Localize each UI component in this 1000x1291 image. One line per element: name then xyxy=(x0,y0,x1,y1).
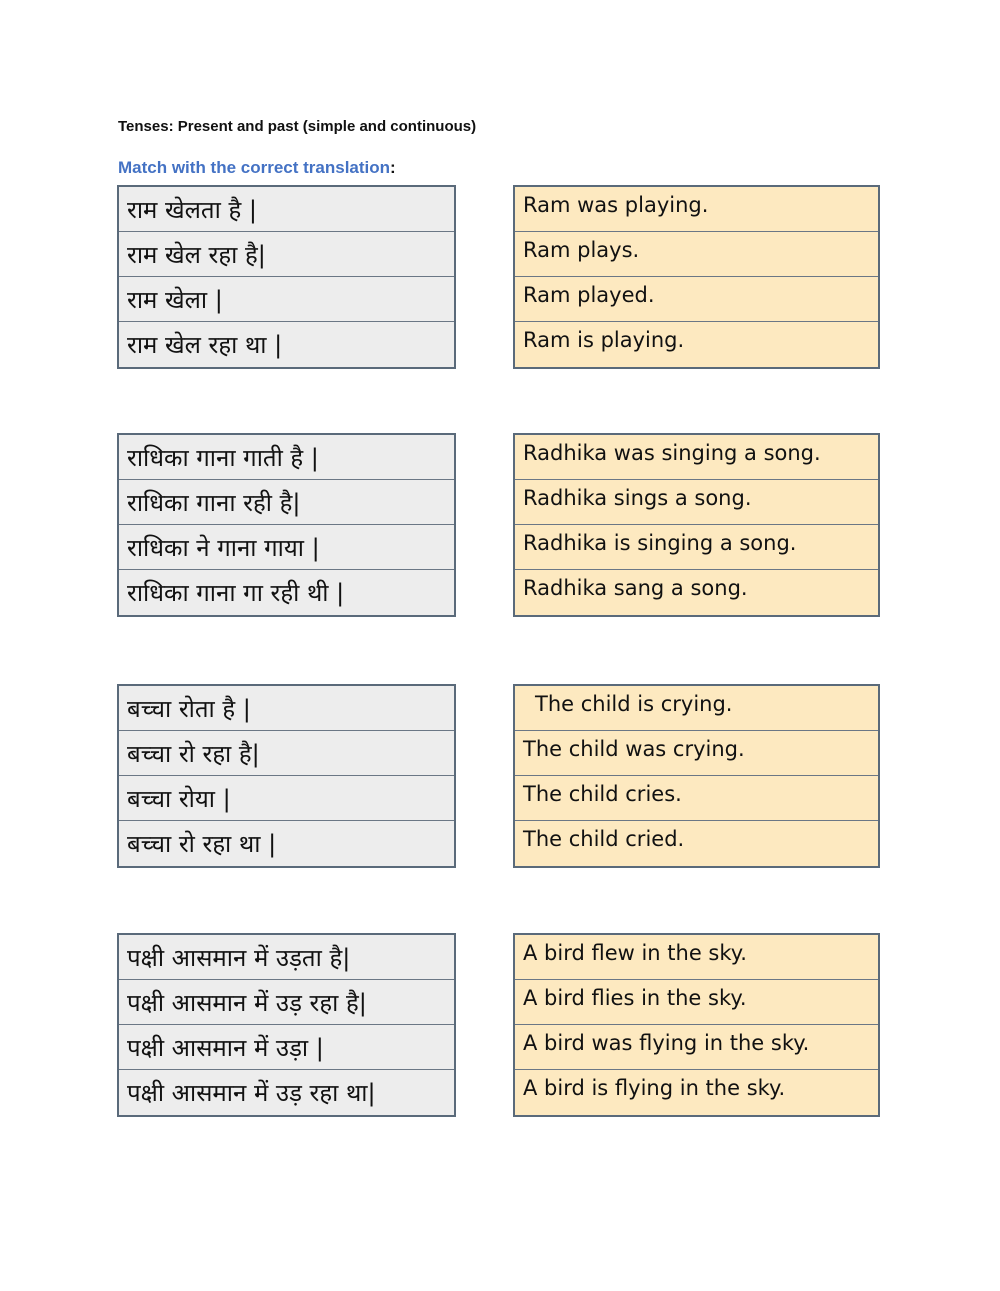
english-table xyxy=(513,933,880,1117)
english-translation[interactable]: A bird flew in the sky. xyxy=(515,935,878,980)
worksheet-title: Tenses: Present and past (simple and continuous) xyxy=(118,118,477,135)
hindi-sentence[interactable]: बच्चा रोया | xyxy=(119,776,454,821)
hindi-sentence[interactable]: पक्षी आसमान में उड़ा | xyxy=(119,1025,454,1070)
hindi-sentence[interactable]: बच्चा रोता है | xyxy=(119,686,454,731)
english-translation[interactable]: Ram plays. xyxy=(515,232,878,277)
hindi-table xyxy=(117,433,456,617)
hindi-sentence[interactable]: पक्षी आसमान में उड़ रहा है| xyxy=(119,980,454,1025)
english-translation[interactable]: The child cries. xyxy=(515,776,878,821)
english-translation[interactable]: Ram played. xyxy=(515,277,878,322)
hindi-sentence[interactable]: राम खेल रहा है| xyxy=(119,232,454,277)
english-translation[interactable]: Radhika sang a song. xyxy=(515,570,878,615)
english-table xyxy=(513,433,880,617)
english-translation[interactable]: The child was crying. xyxy=(515,731,878,776)
english-translation[interactable]: Radhika is singing a song. xyxy=(515,525,878,570)
hindi-sentence[interactable]: पक्षी आसमान में उड़ता है| xyxy=(119,935,454,980)
english-translation[interactable]: A bird flies in the sky. xyxy=(515,980,878,1025)
hindi-sentence[interactable]: बच्चा रो रहा था | xyxy=(119,821,454,866)
hindi-sentence[interactable]: राम खेलता है | xyxy=(119,187,454,232)
english-translation[interactable]: Radhika sings a song. xyxy=(515,480,878,525)
hindi-sentence[interactable]: राम खेला | xyxy=(119,277,454,322)
hindi-sentence[interactable]: राधिका ने गाना गाया | xyxy=(119,525,454,570)
hindi-sentence[interactable]: बच्चा रो रहा है| xyxy=(119,731,454,776)
hindi-sentence[interactable]: पक्षी आसमान में उड़ रहा था| xyxy=(119,1070,454,1115)
match-group-2 xyxy=(0,433,1000,617)
hindi-sentence[interactable]: राम खेल रहा था | xyxy=(119,322,454,367)
instruction-text xyxy=(118,158,396,178)
english-translation[interactable]: Ram is playing. xyxy=(515,322,878,367)
english-table xyxy=(513,684,880,868)
instruction-colon: : xyxy=(390,158,396,177)
hindi-table xyxy=(117,684,456,868)
match-group-1 xyxy=(0,185,1000,369)
english-translation[interactable]: The child is crying. xyxy=(515,686,878,731)
english-translation[interactable]: The child cried. xyxy=(515,821,878,866)
english-translation[interactable]: Radhika was singing a song. xyxy=(515,435,878,480)
hindi-sentence[interactable]: राधिका गाना गाती है | xyxy=(119,435,454,480)
english-translation[interactable]: A bird is flying in the sky. xyxy=(515,1070,878,1115)
hindi-table xyxy=(117,933,456,1117)
match-group-4 xyxy=(0,933,1000,1117)
english-table xyxy=(513,185,880,369)
english-translation[interactable]: Ram was playing. xyxy=(515,187,878,232)
english-translation[interactable]: A bird was flying in the sky. xyxy=(515,1025,878,1070)
match-group-3 xyxy=(0,684,1000,868)
instruction-label: Match with the correct translation xyxy=(118,158,391,177)
hindi-sentence[interactable]: राधिका गाना गा रही थी | xyxy=(119,570,454,615)
hindi-table xyxy=(117,185,456,369)
hindi-sentence[interactable]: राधिका गाना रही है| xyxy=(119,480,454,525)
